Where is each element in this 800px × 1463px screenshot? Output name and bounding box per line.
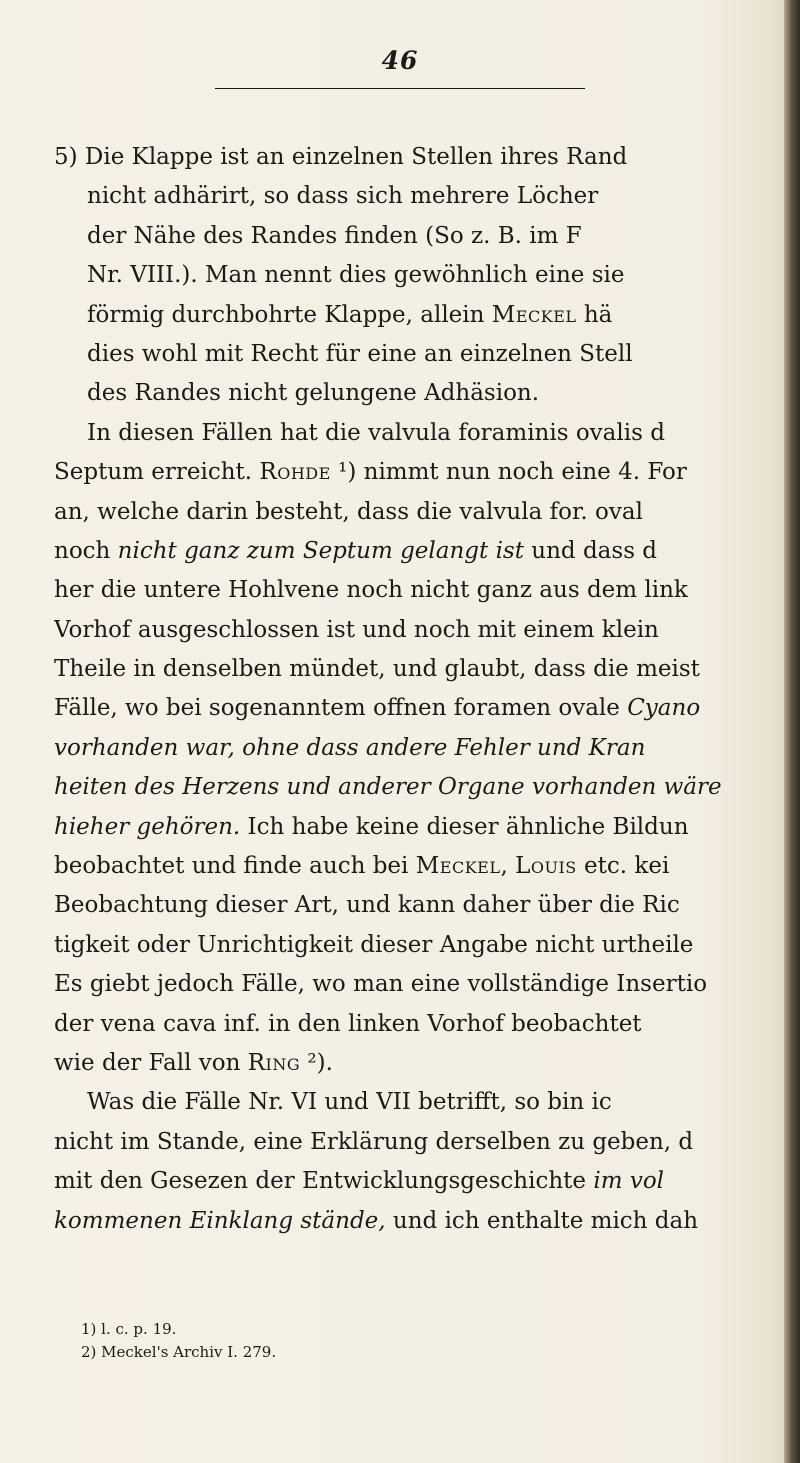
text-segment: der Nähe des Randes finden (So z. B. im F — [87, 222, 582, 249]
text-segment: In diesen Fällen hat die valvula foraminis ovalis d — [87, 419, 665, 446]
text-segment: hä — [576, 301, 613, 328]
text-segment: ¹) nimmt nun noch eine 4. For — [330, 459, 687, 486]
text-line — [54, 768, 774, 807]
text-line — [54, 1123, 774, 1162]
text-segment: Septum erreicht. — [54, 459, 260, 486]
author-name: Rohde — [259, 459, 331, 486]
text-line — [54, 296, 774, 335]
text-line — [54, 414, 774, 453]
text-line — [54, 689, 774, 728]
text-line — [54, 1005, 774, 1044]
text-segment: nicht adhärirt, so dass sich mehrere Löcher — [87, 183, 599, 210]
text-line — [54, 1202, 774, 1241]
italic-text: heiten des Herzens und anderer Organe vorhanden wäre — [54, 774, 722, 801]
text-segment: Nr. VIII.). Man nennt dies gewöhnlich eine sie — [87, 262, 625, 289]
page-number: 46 — [381, 46, 419, 75]
footnotes — [81, 1318, 581, 1364]
italic-text: im vol — [593, 1168, 665, 1195]
text-line — [54, 256, 774, 295]
text-segment: nicht im Stande, eine Erklärung derselben zu geben, d — [54, 1128, 694, 1155]
text-line — [54, 808, 774, 847]
text-segment: Es giebt jedoch Fälle, wo man eine vollständige Insertio — [54, 971, 708, 998]
text-segment: förmig durchbohrte Klappe, allein — [87, 301, 492, 328]
text-line — [54, 532, 774, 571]
author-name: Meckel — [491, 301, 577, 328]
italic-text: Cyano — [627, 695, 701, 722]
text-line — [54, 650, 774, 689]
footnote: 1) l. c. p. 19. — [81, 1320, 177, 1338]
text-segment: noch — [54, 537, 118, 564]
text-segment: Ich habe keine dieser ähnliche Bildun — [240, 813, 689, 840]
text-line — [54, 335, 774, 374]
text-line — [54, 217, 774, 256]
text-segment: 5) Die Klappe ist an einzelnen Stellen ihres Rand — [54, 144, 628, 170]
text-segment: tigkeit oder Unrichtigkeit dieser Angabe nicht urtheile — [54, 931, 694, 958]
text-segment: Fälle, wo bei sogenanntem offnen foramen ovale — [54, 695, 628, 722]
italic-text: hieher gehören. — [54, 813, 241, 840]
text-line — [54, 138, 774, 177]
text-line — [54, 965, 774, 1004]
text-segment: etc. kei — [576, 853, 670, 880]
text-segment: dies wohl mit Recht für eine an einzelnen Stell — [87, 340, 633, 367]
text-segment: Theile in denselben mündet, und glaubt, dass die meist — [54, 656, 700, 683]
text-segment: wie der Fall von — [54, 1049, 248, 1076]
text-segment: Vorhof ausgeschlossen ist und noch mit einem klein — [54, 616, 659, 643]
text-segment: und ich enthalte mich dah — [385, 1207, 699, 1234]
footnote: 2) Meckel's Archiv I. 279. — [81, 1343, 277, 1361]
italic-text: vorhanden war, ohne dass andere Fehler und Kran — [54, 734, 646, 761]
author-name: Louis — [515, 853, 577, 880]
text-line — [54, 177, 774, 216]
text-segment: und dass d — [523, 537, 658, 564]
author-name: Meckel — [415, 853, 501, 880]
text-line — [54, 571, 774, 610]
italic-text: kommenen Einklang stände, — [54, 1207, 386, 1234]
text-segment: des Randes nicht gelungene Adhäsion. — [87, 380, 540, 407]
text-segment: mit den Gesezen der Entwicklungsgeschichte — [54, 1168, 594, 1195]
text-segment: beobachtet und finde auch bei — [54, 853, 416, 880]
text-segment: der vena cava inf. in den linken Vorhof beobachtet — [54, 1010, 642, 1037]
text-line — [54, 1162, 774, 1201]
text-line — [54, 374, 774, 413]
header-rule — [215, 88, 585, 89]
text-segment: Was die Fälle Nr. VI und VII betrifft, so bin ic — [87, 1089, 612, 1116]
text-segment: Beobachtung dieser Art, und kann daher über die Ric — [54, 892, 680, 919]
italic-text: nicht ganz zum Septum gelangt ist — [117, 537, 524, 564]
text-line — [54, 611, 774, 650]
text-segment: an, welche darin besteht, dass die valvula for. oval — [54, 498, 643, 525]
text-segment: her die untere Hohlvene noch nicht ganz aus dem link — [54, 577, 688, 604]
text-line — [54, 847, 774, 886]
text-line — [54, 926, 774, 965]
text-segment: , — [500, 853, 516, 880]
text-line — [54, 493, 774, 532]
text-segment: ²). — [300, 1049, 333, 1076]
text-line — [54, 886, 774, 925]
text-line — [54, 729, 774, 768]
author-name: Ring — [247, 1049, 301, 1076]
text-line — [54, 1083, 774, 1122]
page-edge-shadow — [784, 0, 800, 1463]
text-line — [54, 1044, 774, 1083]
text-line — [54, 453, 774, 492]
body-text — [54, 138, 774, 1241]
